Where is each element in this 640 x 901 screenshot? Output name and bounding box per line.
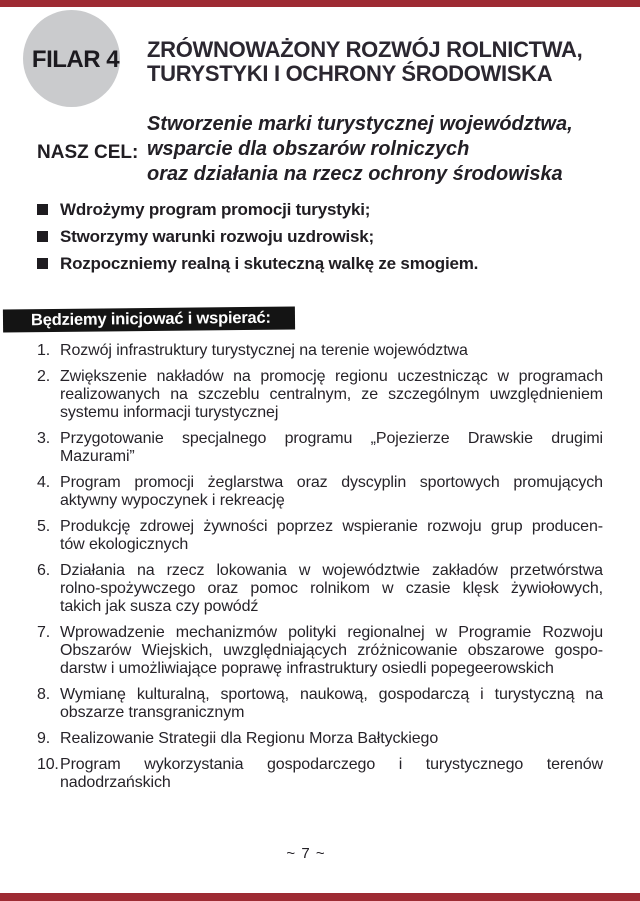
goal-line: oraz działania na rzecz ochrony środowiska — [147, 163, 563, 185]
text-line: Wymianę kulturalną, sportową, naukową, gospodarczą i turystyczną na — [60, 686, 603, 703]
bullet-item — [37, 250, 603, 277]
item-number: 3. — [37, 430, 50, 447]
pillar-label: FILAR 4 — [31, 45, 120, 73]
text-line: nadodrzańskich — [60, 774, 171, 791]
bullet-square-icon — [37, 231, 48, 242]
top-accent-bar — [0, 0, 640, 7]
text-line: obszarze transgranicznym — [60, 704, 245, 721]
item-text — [60, 562, 603, 616]
list-item — [37, 342, 603, 360]
item-text — [60, 368, 603, 422]
item-number: 9. — [37, 730, 50, 747]
item-text — [60, 518, 603, 554]
page-title — [147, 38, 582, 86]
bullet-text: Rozpoczniemy realną i skuteczną walkę ze smogiem. — [60, 254, 479, 273]
bullet-square-icon — [37, 258, 48, 269]
goal-text — [147, 112, 573, 187]
text-line: Realizowanie Strategii dla Regionu Morza Bałtyckiego — [60, 730, 439, 747]
item-number: 4. — [37, 474, 50, 491]
page-title-line1: ZRÓWNOWAŻONY ROZWÓJ ROLNICTWA, — [147, 37, 583, 62]
text-line: Program promocji żeglarstwa oraz dyscyplin sportowych promujących — [60, 474, 603, 491]
item-number: 10. — [37, 756, 59, 773]
list-item — [37, 756, 603, 792]
goal-line: Stworzenie marki turystycznej województwa, — [147, 113, 573, 135]
pillar-badge — [23, 10, 120, 107]
list-item — [37, 368, 603, 422]
bullet-item — [37, 223, 603, 250]
item-text — [60, 756, 603, 792]
goal-label: NASZ CEL: — [37, 142, 139, 163]
item-text — [60, 430, 603, 466]
bullet-square-icon — [37, 204, 48, 215]
text-line: realizowanych na szczeblu centralnym, ze szczególnym uwzględnieniem — [60, 386, 603, 403]
section-banner — [3, 306, 295, 332]
list-item — [37, 686, 603, 722]
text-line: Rozwój infrastruktury turystycznej na terenie województwa — [60, 342, 468, 359]
list-item — [37, 730, 603, 748]
text-line: rolno-spożywczego oraz pomoc rolnikom w czasie klęsk żywiołowych, — [60, 580, 603, 597]
text-line: Mazurami” — [60, 448, 135, 465]
list-item — [37, 474, 603, 510]
item-text — [60, 686, 603, 722]
text-line: Program wykorzystania gospodarczego i turystycznego terenów — [60, 756, 603, 773]
numbered-list — [37, 342, 603, 800]
item-text — [60, 624, 603, 678]
item-number: 8. — [37, 686, 50, 703]
text-line: takich jak susza czy powódź — [60, 598, 259, 615]
page-title-line2: TURYSTYKI I OCHRONY ŚRODOWISKA — [147, 61, 553, 86]
text-line: Wprowadzenie mechanizmów polityki regionalnej w Programie Rozwoju — [60, 624, 603, 641]
bullet-item — [37, 196, 603, 223]
text-line: aktywny wypoczynek i rekreację — [60, 492, 285, 509]
list-item — [37, 562, 603, 616]
bottom-accent-bar — [0, 893, 640, 901]
text-line: Zwiększenie nakładów na promocję regionu uczestnicząc w programach — [60, 368, 603, 385]
goal-line: wsparcie dla obszarów rolniczych — [147, 138, 470, 160]
item-text — [60, 730, 603, 748]
text-line: Działania na rzecz lokowania w województwie zakładów przetwórstwa — [60, 562, 603, 579]
banner-label: Będziemy inicjować i wspierać: — [30, 308, 271, 330]
text-line: tów ekologicznych — [60, 536, 189, 553]
page-number: ~ 7 ~ — [286, 845, 326, 862]
item-text — [60, 474, 603, 510]
text-line: Obszarów Wiejskich, uwzględniających zróżnicowanie obszarowe gospo- — [60, 642, 603, 659]
text-line: systemu informacji turystycznej — [60, 404, 279, 421]
list-item — [37, 430, 603, 466]
list-item — [37, 518, 603, 554]
item-number: 2. — [37, 368, 50, 385]
text-line: Produkcję zdrowej żywności poprzez wspieranie rozwoju grup producen- — [60, 518, 603, 535]
item-number: 6. — [37, 562, 50, 579]
item-text — [60, 342, 603, 360]
text-line: Przygotowanie specjalnego programu „Pojezierze Drawskie drugimi — [60, 430, 603, 447]
item-number: 5. — [37, 518, 50, 535]
bullet-text: Wdrożymy program promocji turystyki; — [60, 200, 371, 219]
bullet-text: Stworzymy warunki rozwoju uzdrowisk; — [60, 227, 374, 246]
item-number: 1. — [37, 342, 50, 359]
text-line: darstw i umożliwiające poprawę infrastruktury osiedli popegeerowskich — [60, 660, 554, 677]
list-item — [37, 624, 603, 678]
item-number: 7. — [37, 624, 50, 641]
bullet-list — [37, 196, 603, 277]
